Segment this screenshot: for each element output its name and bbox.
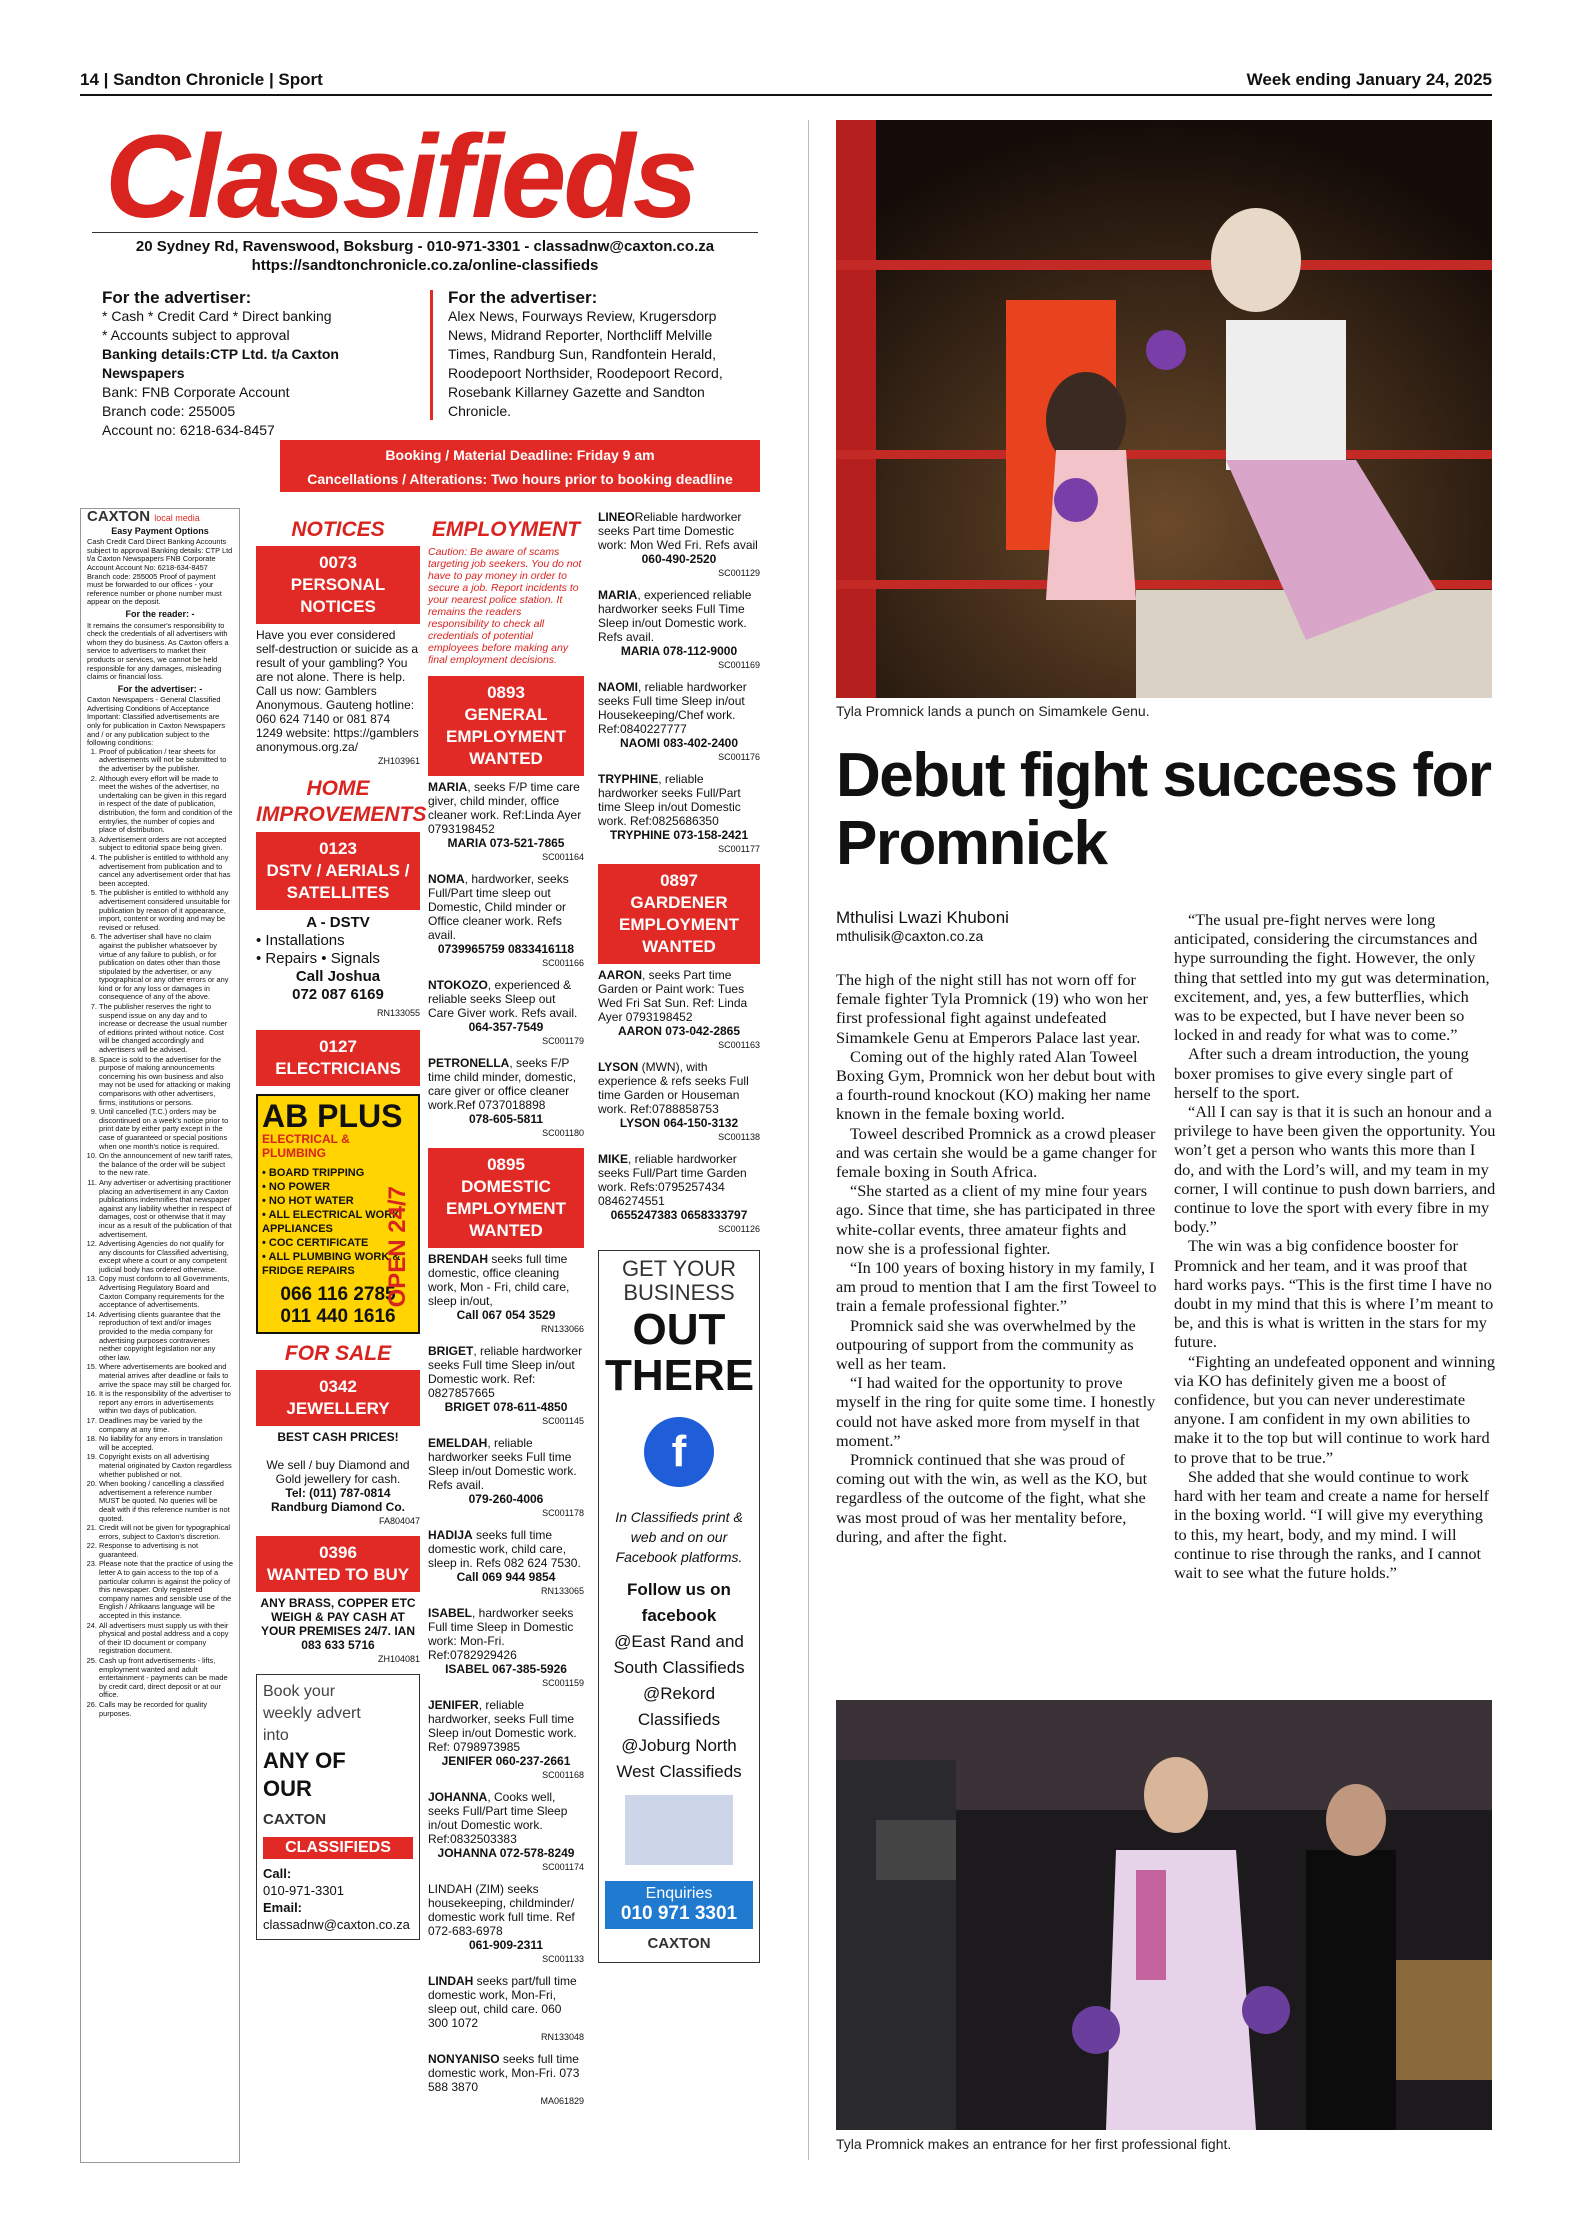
classified-ad xyxy=(598,588,760,672)
ad-text: , experienced & reliable seeks Sleep out Care Giver work. Refs avail. xyxy=(428,978,578,1020)
ad-ref: SC001177 xyxy=(718,844,760,854)
wanted-ad: ANY BRASS, COPPER ETC WEIGH & PAY CASH AT YOUR PREMISES 24/7. IAN 083 633 5716 ZH104081 xyxy=(260,1596,420,1664)
terms-item: 20. When booking / cancelling a classified advertisement a reference number MUST be quoted. No queries will be dealt with if this reference number is not quoted. xyxy=(99,1480,233,1523)
terms-item: 11. Any advertiser or advertising practitioner placing an advertisement in any Caxton publications indemnifies that newspaper against any liability whether in respect of damages, cost or otherwise that it may incur as a result of the publication of that advertisement. xyxy=(99,1179,233,1239)
caution-notice: Caution: Be aware of scams targeting job seekers. You do not have to pay money in order to secure a job. Report incidents to your nearest police station. It remains the readers responsibility to check all credentials of potential employees before making any final employment decisions. xyxy=(428,546,582,666)
article-paragraph: She added that she would continue to work hard with her team and create a name for herself in the boxing world. “I will give my everything to this, my heart, body, and my mind. I will continue to rise through the ranks, and I cannot wait to see what the future holds.” xyxy=(1174,1466,1490,1582)
ad-name: NTOKOZO xyxy=(428,978,488,992)
terms-item: 12. Advertising Agencies do not qualify for any discounts for Classified advertising, except where a court or any competent judicial body has ordered otherwise. xyxy=(99,1240,233,1274)
facebook-icon: f xyxy=(644,1417,714,1487)
terms-item: 1. Proof of publication / tear sheets for advertisements will not be submitted to the advertiser by the publisher. xyxy=(99,748,233,774)
classified-ad xyxy=(598,510,760,580)
article-headline: Debut fight success for Promnick xyxy=(836,741,1491,878)
ad-phone[interactable]: 064-357-7549 xyxy=(468,1020,544,1034)
article-paragraph: “I had waited for the opportunity to prove myself in the ring for quite some time. I honestly could not have asked more from myself in that moment.” xyxy=(836,1373,1156,1450)
ab-plus-open: OPEN 24/7 xyxy=(384,1186,411,1308)
terms-heading: For the reader: - xyxy=(125,608,195,619)
advertiser-heading: For the advertiser: xyxy=(448,288,598,307)
ad-name: LYSON xyxy=(598,1060,639,1074)
advertiser-publications: Alex News, Fourways Review, Krugersdorp News, Midrand Reporter, Northcliff Melville Times, Randburg Sun, Randfontein Herald, Roodepoort Northsider, Roodepoort Record, Rosebank Killarney Gazette and Sandton Chronicle. xyxy=(448,308,723,419)
ad-name: NONYANISO xyxy=(428,2052,500,2066)
ab-plus-subtitle: ELECTRICAL & PLUMBING xyxy=(262,1132,350,1160)
caxton-logo: CAXTON xyxy=(647,1935,711,1952)
ad-phone[interactable]: TRYPHINE 073-158-2421 xyxy=(609,828,749,842)
ad-ref: SC001133 xyxy=(542,1954,584,1964)
ad-phone[interactable]: 0739965759 0833416118 xyxy=(437,942,575,956)
advertiser-line: Bank: FNB Corporate Account xyxy=(102,384,290,400)
terms-item: 19. Copyright exists on all advertising material originated by Caxton regardless whether published or not. xyxy=(99,1453,233,1479)
article-paragraph: The win was a big confidence booster for Promnick and her team, and it was proof that hard works pays. “This is the first time I have no doubt in my mind that this is where I’m meant to be, and this is what is written in the stars for my future. xyxy=(1174,1236,1494,1352)
advertiser-box-right xyxy=(448,288,748,421)
ab-plus-title: AB PLUS xyxy=(262,1098,403,1134)
advertiser-heading: For the advertiser: xyxy=(102,288,252,307)
classified-ad xyxy=(428,2052,584,2108)
ad-phone[interactable]: LYSON 064-150-3132 xyxy=(619,1116,739,1130)
book-advert-box: Book your weekly advert into ANY OF OUR CAXTON CLASSIFIEDS Call: 010-971-3301 Email: classadnw@caxton.co.za xyxy=(256,1674,420,1940)
column-divider xyxy=(808,120,809,2160)
ad-ref: SC001179 xyxy=(542,1036,584,1046)
terms-item: 26. Calls may be recorded for quality purposes. xyxy=(99,1701,233,1718)
dstv-ad: A - DSTV • Installations • Repairs • Signals Call Joshua 072 087 6169 RN133055 xyxy=(256,914,420,1018)
category-box: 0073 PERSONAL NOTICES xyxy=(256,546,420,624)
enquiries-box: Enquiries 010 971 3301 xyxy=(605,1881,753,1929)
terms-item: 6. The advertiser shall have no claim against the publisher whatsoever by virtue of any failure to publish, or for publication on dates other than those stipulated by the advertiser, or any typographical or any other errors or any kind or for any loss or damages in consequence of any of the above. xyxy=(99,933,233,1002)
ad-phone[interactable]: ISABEL 067-385-5926 xyxy=(445,1662,567,1676)
advertiser-line: * Cash * Credit Card * Direct banking xyxy=(102,308,332,324)
article-paragraph: Toweel described Promnick as a crowd pleaser and was certain she would be a game changer for female boxing in South Africa. xyxy=(836,1123,1157,1182)
ad-name: MARIA xyxy=(598,588,638,602)
advertiser-line: * Accounts subject to approval xyxy=(102,327,290,343)
ab-plus-phone: 011 440 1616 xyxy=(280,1306,396,1327)
category-box: 0893 GENERAL EMPLOYMENT WANTED xyxy=(428,676,584,776)
advertiser-box-left xyxy=(102,288,422,440)
ab-plus-service: • ALL PLUMBING WORK & xyxy=(262,1251,401,1263)
article-paragraph: “In 100 years of boxing history in my family, I am proud to mention that I am the first Toweel to train a female professional fighter.” xyxy=(836,1258,1157,1316)
book-email[interactable]: classadnw@caxton.co.za xyxy=(263,1917,410,1932)
ad-phone[interactable]: 0655247383 0658333797 xyxy=(610,1208,748,1222)
book-phone[interactable]: 010-971-3301 xyxy=(263,1883,344,1898)
ad-ref: SC001159 xyxy=(542,1678,584,1688)
terms-item: 23. Please note that the practice of using the letter A to gain access to the top of a particular column is against the policy of this newspaper. Only registered company names and sensible use of the English / Afrikaans language will be accepted in this instance. xyxy=(99,1560,233,1620)
advertiser-line: Account no: 6218-634-8457 xyxy=(102,422,275,438)
article-email[interactable]: mthulisik@caxton.co.za xyxy=(836,928,984,944)
terms-item: 5. The publisher is entitled to withhold any advertisement considered unsuitable for publication by reason of it appearance, import, content or wording and may be revised or refused. xyxy=(99,889,233,932)
article-author: Mthulisi Lwazi Khuboni xyxy=(836,908,1009,927)
ad-ref: MA061829 xyxy=(540,2096,584,2106)
ad-text: seeks part/full time domestic work, Mon-Fri, sleep out, child care. 060 300 1072 xyxy=(428,1974,577,2030)
terms-item: 8. Space is sold to the advertiser for the purpose of making announcements concerning his own business and also may not be used for attacking or making comparisons with other advertisers, firms, institutions or persons. xyxy=(99,1056,233,1108)
ad-ref: RN133065 xyxy=(540,1586,584,1596)
ad-text: , seeks F/P time care giver, child minder, office cleaner work. Ref:Linda Ayer 0793198452 xyxy=(428,780,582,836)
page-header-left: 14 | Sandton Chronicle | Sport xyxy=(80,70,323,89)
classified-ad xyxy=(428,1528,584,1598)
ad-text: Reliable hardworker seeks Part time Domestic work: Mon Wed Fri. Refs avail xyxy=(598,510,758,552)
boxing-photo-2 xyxy=(836,1700,1492,2130)
ad-text: , reliable hardworker, seeks Full time Sleep in/out Domestic work. Ref: 0798973985 xyxy=(428,1698,577,1754)
classified-ad xyxy=(428,1974,584,2044)
page-header xyxy=(80,70,1492,92)
article-paragraph: “All I can say is that it is such an honour and a privilege to have been given the opportunity. You won’t get a person who wants this more than I do, and with the Lord’s will, and my team in my corner, I will continue to push down barriers, and continue to love the sport with every fibre in my body.” xyxy=(1174,1102,1496,1237)
ad-text: , reliable hardworker seeks Full time Sleep in/out Domestic work. Ref: 0827857665 xyxy=(428,1344,583,1400)
terms-item: 3. Advertisement orders are not accepted subject to editorial space being given. xyxy=(99,836,233,853)
ad-phone[interactable]: 060-490-2520 xyxy=(641,552,717,566)
article-paragraph: The high of the night still has not worn off for female fighter Tyla Promnick (19) who won her first professional fight against undefeated Simamkele Genu at Emperors Palace last year. xyxy=(836,970,1148,1047)
terms-item: 10. On the announcement of new tariff rates, the balance of the order will be subject to the new rate. xyxy=(99,1152,233,1178)
terms-item: 4. The publisher is entitled to withhold any advertisement from publication and to cancel any advertisement order that has been accepted. xyxy=(99,854,233,888)
advertiser-line: Branch code: 255005 xyxy=(102,403,236,419)
category-box: 0127 ELECTRICIANS xyxy=(256,1030,420,1086)
ad-text: , reliable hardworker seeks Full time Sleep in/out Housekeeping/Chef work. Ref:0840227777 xyxy=(598,680,747,736)
ad-name: EMELDAH xyxy=(428,1436,488,1450)
terms-item: 25. Cash up front advertisements - lifts, employment wanted and adult entertainment - payments can be made by credit card, direct deposit or at our office. xyxy=(99,1657,233,1700)
ab-plus-service: FRIDGE REPAIRS xyxy=(262,1265,355,1277)
deadline-line: Booking / Material Deadline: Friday 9 am xyxy=(385,447,655,463)
classified-ad xyxy=(598,968,760,1052)
ad-text: seeks full time domestic work, child care, sleep in. Refs 082 624 7530. xyxy=(428,1528,581,1570)
classified-ad xyxy=(428,1252,584,1336)
ad-text: , hardworker, seeks Full/Part time sleep out Domestic, Child minder or Office cleaner work. Refs avail. xyxy=(428,872,569,942)
ad-phone[interactable]: AARON 073-042-2865 xyxy=(617,1024,741,1038)
terms-heading: For the advertiser: - xyxy=(117,683,203,694)
ad-name: HADIJA xyxy=(428,1528,473,1542)
ad-ref: SC001174 xyxy=(542,1862,584,1872)
ad-phone[interactable]: BRIGET 078-611-4850 xyxy=(444,1400,568,1414)
terms-item: 2. Although every effort will be made to meet the wishes of the advertiser, no undertaking can be given in this regard in respect of the date of publication, distribution, the form and condition of the entry/ies, the number of copies and place of distribution. xyxy=(99,775,233,835)
ad-ref: SC001129 xyxy=(718,568,760,578)
classified-ad xyxy=(428,1436,584,1520)
ad-ref: SC001163 xyxy=(718,1040,760,1050)
terms-item: 9. Until cancelled (T.C.) orders may be discontinued on a week's notice prior to print date by either party except in the case of guaranteed or special positions when one month's notice is required. xyxy=(99,1108,233,1151)
ad-name: LINEO xyxy=(598,510,635,524)
ab-plus-phone: 066 116 2785 xyxy=(280,1284,396,1305)
terms-item: 24. All advertisers must supply us with their physical and postal address and a copy of their ID document or company registration document. xyxy=(99,1622,233,1656)
ad-name: NAOMI xyxy=(598,680,638,694)
ad-phone[interactable]: JOHANNA 072-578-8249 xyxy=(437,1846,575,1860)
terms-list xyxy=(87,748,233,1718)
terms-item: 13. Copy must conform to all Governments, Advertising Regulatory Board and Caxton Company requirements for the acceptance of advertisements. xyxy=(99,1275,233,1309)
ad-ref: RN133048 xyxy=(540,2032,584,2042)
ad-text: seeks full time domestic, office cleaning work, Mon - Fri, child care, sleep in/out, xyxy=(428,1252,570,1308)
terms-column xyxy=(80,508,240,2163)
classified-ad: Have you ever considered self-destruction or suicide as a result of your gambling? You are not alone. There is help. Call us now: Gamblers Anonymous. Gauteng hotline: 060 624 7140 or 081 874 1249 website: https://gamblers anonymous.org.za/ ZH103961 xyxy=(256,628,420,766)
category-box: 0396 WANTED TO BUY xyxy=(256,1536,420,1592)
ad-phone[interactable]: JENIFER 060-237-2661 xyxy=(441,1754,571,1768)
article-paragraph: “She started as a client of my mine four years ago. Since that time, she has participated in three white-collar events, three amateur fights and now she is a professional fighter. xyxy=(836,1181,1156,1258)
classified-ad xyxy=(428,1790,584,1874)
facebook-page[interactable]: @Rekord Classifieds xyxy=(637,1684,721,1729)
section-heading: EMPLOYMENT xyxy=(431,518,581,541)
ad-text: , seeks F/P time child minder, domestic, care giver or office cleaner work.Ref 0737018898 xyxy=(428,1056,577,1112)
article-paragraph: “Fighting an undefeated opponent and winning via KO has definitely given me a boost of confidence, but you can never underestimate anyone. I am confident in my own abilities to make it to the top but will continue to work hard to prove that to be true.” xyxy=(1174,1351,1496,1467)
classified-ad xyxy=(428,1698,584,1782)
ad-name: MIKE xyxy=(598,1152,628,1166)
advertiser-divider xyxy=(430,290,433,420)
classified-ad xyxy=(428,780,584,864)
classifieds-label: CLASSIFIEDS xyxy=(263,1837,413,1859)
ad-text: , hardworker seeks Full time Sleep in Domestic work: Mon-Fri. Ref:0782929426 xyxy=(428,1606,574,1662)
terms-text: Cash Credit Card Direct Banking Accounts subject to approval Banking details: CTP Ltd t/a Caxton Newspapers FNB Corporate Account Account No: 6218-634-8457 Branch code: 255005 Proof of payment must be forwarded to our offices - your reference number or phone number must appear on the deposit. xyxy=(87,537,233,607)
terms-item: 16. It is the responsibility of the advertiser to report any errors in advertisements within two days of publication. xyxy=(99,1390,233,1416)
page-header-date: Week ending January 24, 2025 xyxy=(1246,70,1492,89)
classifieds-column-4 xyxy=(598,510,760,1963)
ad-name: NOMA xyxy=(428,872,465,886)
ad-text: , seeks Part time Garden or Paint work: Tues Wed Fri Sat Sun. Ref: Linda Ayer 0793198452 xyxy=(598,968,748,1024)
photo-caption: Tyla Promnick lands a punch on Simamkele Genu. xyxy=(836,703,1150,719)
ad-text: , Cooks well, seeks Full/Part time Sleep in/out Domestic work. Ref:0832503383 xyxy=(428,1790,568,1846)
ad-name: PETRONELLA xyxy=(428,1056,510,1070)
classified-ad xyxy=(428,978,584,1048)
classified-ad xyxy=(598,772,760,856)
get-your-business-ad: GET YOUR BUSINESS OUT THERE f In Classifieds print & web and on our Facebook platforms. Follow us on facebook @East Rand and South Classifieds @Rekord Classifieds @Joburg North West Classifieds Enquiries 010 971 3301 CAXTON xyxy=(598,1250,760,1963)
article-paragraph: “The usual pre-fight nerves were long anticipated, considering the circumstances and hype surrounding the fight. However, the only thing that settled into my gut was determination, excitement, and, yes, a few butterflies, which was to be expected, but I have never been so locked in and ready for what was to come.” xyxy=(1174,910,1490,1045)
title-rule xyxy=(92,232,758,233)
ad-name: LINDAH xyxy=(428,1974,474,1988)
ad-text: , reliable hardworker seeks Full/Part time Garden work. Refs:0795257434 0846274551 xyxy=(598,1152,747,1208)
ad-text: LINDAH (ZIM) seeks housekeeping, childminder/ domestic work full time. Ref 072-683-6978 xyxy=(428,1882,575,1938)
article-column-2 xyxy=(1174,910,1496,1582)
advertiser-line: Banking details:CTP Ltd. t/a Caxton Newspapers xyxy=(102,346,339,381)
classifieds-column-3 xyxy=(428,512,584,2116)
ad-text: seeks full time domestic work, Mon-Fri. 073 588 3870 xyxy=(428,2052,580,2094)
ad-phone[interactable]: 078-605-5811 xyxy=(468,1112,544,1126)
article-byline xyxy=(836,908,1009,944)
classified-ad xyxy=(428,1606,584,1690)
newspaper-thumbnails xyxy=(625,1795,733,1865)
terms-item: 17. Deadlines may be varied by the company at any time. xyxy=(99,1417,233,1434)
terms-item: 22. Response to advertising is not guaranteed. xyxy=(99,1542,233,1559)
section-heading: HOME IMPROVEMENTS xyxy=(256,777,427,826)
caxton-logo: CAXTON local media xyxy=(87,508,200,525)
ad-text: , reliable hardworker seeks Full time Sleep in/out Domestic work. Refs avail. xyxy=(428,1436,577,1492)
boxing-photo-1 xyxy=(836,120,1492,698)
classifieds-column-2 xyxy=(256,512,427,1940)
ad-name: TRYPHINE xyxy=(598,772,659,786)
ad-phone[interactable]: NAOMI 083-402-2400 xyxy=(619,736,739,750)
ad-ref: SC001176 xyxy=(718,752,760,762)
ad-ref: SC001164 xyxy=(542,852,584,862)
classified-ad xyxy=(428,1344,584,1428)
category-box: 0895 DOMESTIC EMPLOYMENT WANTED xyxy=(428,1148,584,1248)
classified-ad xyxy=(598,1060,760,1144)
ad-name: AARON xyxy=(598,968,642,982)
section-heading: NOTICES xyxy=(291,518,385,541)
ad-ref: SC001180 xyxy=(542,1128,584,1138)
article-paragraph: Promnick continued that she was proud of coming out with the win, as well as the KO, but regardless of the outcome of the fight, what she was most proud of was her mentality before, during, and after the fight. xyxy=(836,1450,1148,1546)
terms-item: 14. Advertising clients guarantee that the reproduction of text and/or images provided to the media company for advertising purposes contravenes neither copyright legislation nor any other law. xyxy=(99,1311,233,1363)
ad-ref: SC001126 xyxy=(718,1224,760,1234)
ad-ref: RN133066 xyxy=(540,1324,584,1334)
ad-text: , experienced reliable hardworker seeks Full Time Sleep in/out Domestic work. Refs avail. xyxy=(598,588,752,644)
ad-phone[interactable]: Call 067 054 3529 xyxy=(456,1308,556,1322)
category-box: 0897 GARDENER EMPLOYMENT WANTED xyxy=(598,864,760,964)
ad-name: ISABEL xyxy=(428,1606,473,1620)
ad-phone[interactable]: MARIA 078-112-9000 xyxy=(620,644,738,658)
classifieds-title: Classifieds xyxy=(105,111,696,243)
ab-plus-service: • NO POWER xyxy=(262,1181,331,1193)
category-box: 0342 JEWELLERY xyxy=(256,1370,420,1426)
caxton-logo: CAXTON xyxy=(263,1811,327,1828)
terms-item: 7. The publisher reserves the right to suspend issue on any day and to increase or decrease the usual number of editions printed without notice. Cost will be changed accordingly and advertisers will be advised. xyxy=(99,1003,233,1055)
photo-caption: Tyla Promnick makes an entrance for her first professional fight. xyxy=(836,2136,1232,2152)
ad-ref: SC001145 xyxy=(542,1416,584,1426)
ab-plus-service: • ALL ELECTRICAL WORK xyxy=(262,1209,401,1221)
header-rule xyxy=(80,94,1492,96)
ab-plus-service: • BOARD TRIPPING xyxy=(262,1167,365,1179)
classifieds-url[interactable]: https://sandtonchronicle.co.za/online-classifieds xyxy=(251,257,599,274)
ad-name: BRIGET xyxy=(428,1344,474,1358)
classified-ad xyxy=(598,680,760,764)
ad-phone[interactable]: Call 069 944 9854 xyxy=(456,1570,556,1584)
ad-name: BRENDAH xyxy=(428,1252,488,1266)
ad-phone[interactable]: MARIA 073-521-7865 xyxy=(447,836,565,850)
classified-ad xyxy=(598,1152,760,1236)
classified-ad xyxy=(428,1056,584,1140)
ad-name: JOHANNA xyxy=(428,1790,488,1804)
classifieds-address: 20 Sydney Rd, Ravenswood, Boksburg - 010-971-3301 - classadnw@caxton.co.za xyxy=(135,238,715,255)
ad-ref: SC001169 xyxy=(718,660,760,670)
deadline-line: Cancellations / Alterations: Two hours prior to booking deadline xyxy=(307,471,733,487)
ad-name: MARIA xyxy=(428,780,468,794)
ad-phone[interactable]: 061-909-2311 xyxy=(468,1938,544,1952)
ab-plus-service: APPLIANCES xyxy=(262,1223,333,1235)
ad-ref: SC001178 xyxy=(542,1508,584,1518)
article-paragraph: Coming out of the highly rated Alan Toweel Boxing Gym, Promnick won her debut bout with a fourth-round knockout (KO) making her name known in the female boxing world. xyxy=(836,1046,1156,1124)
article-column-1 xyxy=(836,970,1158,1546)
ad-name: JENIFER xyxy=(428,1698,479,1712)
ab-plus-ad xyxy=(256,1094,420,1334)
ab-plus-service: • NO HOT WATER xyxy=(262,1195,354,1207)
ad-ref: SC001138 xyxy=(718,1132,760,1142)
deadline-banner xyxy=(280,440,760,492)
terms-item: 21. Credit will not be given for typographical errors, subject to Caxton's discretion. xyxy=(99,1524,233,1541)
article-paragraph: Promnick said she was overwhelmed by the outpouring of support from the community as well as her team. xyxy=(836,1315,1136,1374)
terms-item: 15. Where advertisements are booked and material arrives after deadline or fails to arrive the space may still be charged for. xyxy=(99,1363,233,1389)
section-heading: FOR SALE xyxy=(284,1342,392,1365)
article-paragraph: After such a dream introduction, the young boxer promises to give every single part of herself to the sport. xyxy=(1174,1044,1469,1102)
classified-ad xyxy=(428,1882,584,1966)
facebook-page[interactable]: @Joburg North West Classifieds xyxy=(616,1736,742,1781)
ab-plus-service: • COC CERTIFICATE xyxy=(262,1237,369,1249)
ad-ref: SC001168 xyxy=(542,1770,584,1780)
terms-text: It remains the consumer's responsibility to check the credentials of all advertisers with whom they do business. As Caxton offers a service to advertisers to market their products or services, we cannot be held responsible for any damages, misleading claims or financial loss. xyxy=(87,620,229,682)
terms-item: 18. No liability for any errors in translation will be accepted. xyxy=(99,1435,233,1452)
facebook-page[interactable]: @East Rand and South Classifieds xyxy=(613,1632,745,1677)
ad-text: , reliable hardworker seeks Full/Part time Sleep in/out Domestic work. Ref:0825686350 xyxy=(598,772,741,828)
ad-text: (MWN), with experience & refs seeks Full time Garden or Houseman work. Ref:0788858753 xyxy=(598,1060,749,1116)
classified-ad xyxy=(428,872,584,970)
jewellery-ad: BEST CASH PRICES! We sell / buy Diamond and Gold jewellery for cash. Tel: (011) 787-0814 Randburg Diamond Co. FA804047 xyxy=(266,1430,420,1526)
terms-heading: Easy Payment Options xyxy=(111,525,209,536)
ad-ref: SC001166 xyxy=(542,958,584,968)
category-box: 0123 DSTV / AERIALS / SATELLITES xyxy=(256,832,420,910)
terms-text: Caxton Newspapers - General Classified Advertising Conditions of Acceptance Important: Classified advertisements are only for publication in Caxton Newspapers and / or any publication subject to the following conditions: xyxy=(87,695,226,748)
ad-phone[interactable]: 079-260-4006 xyxy=(468,1492,544,1506)
